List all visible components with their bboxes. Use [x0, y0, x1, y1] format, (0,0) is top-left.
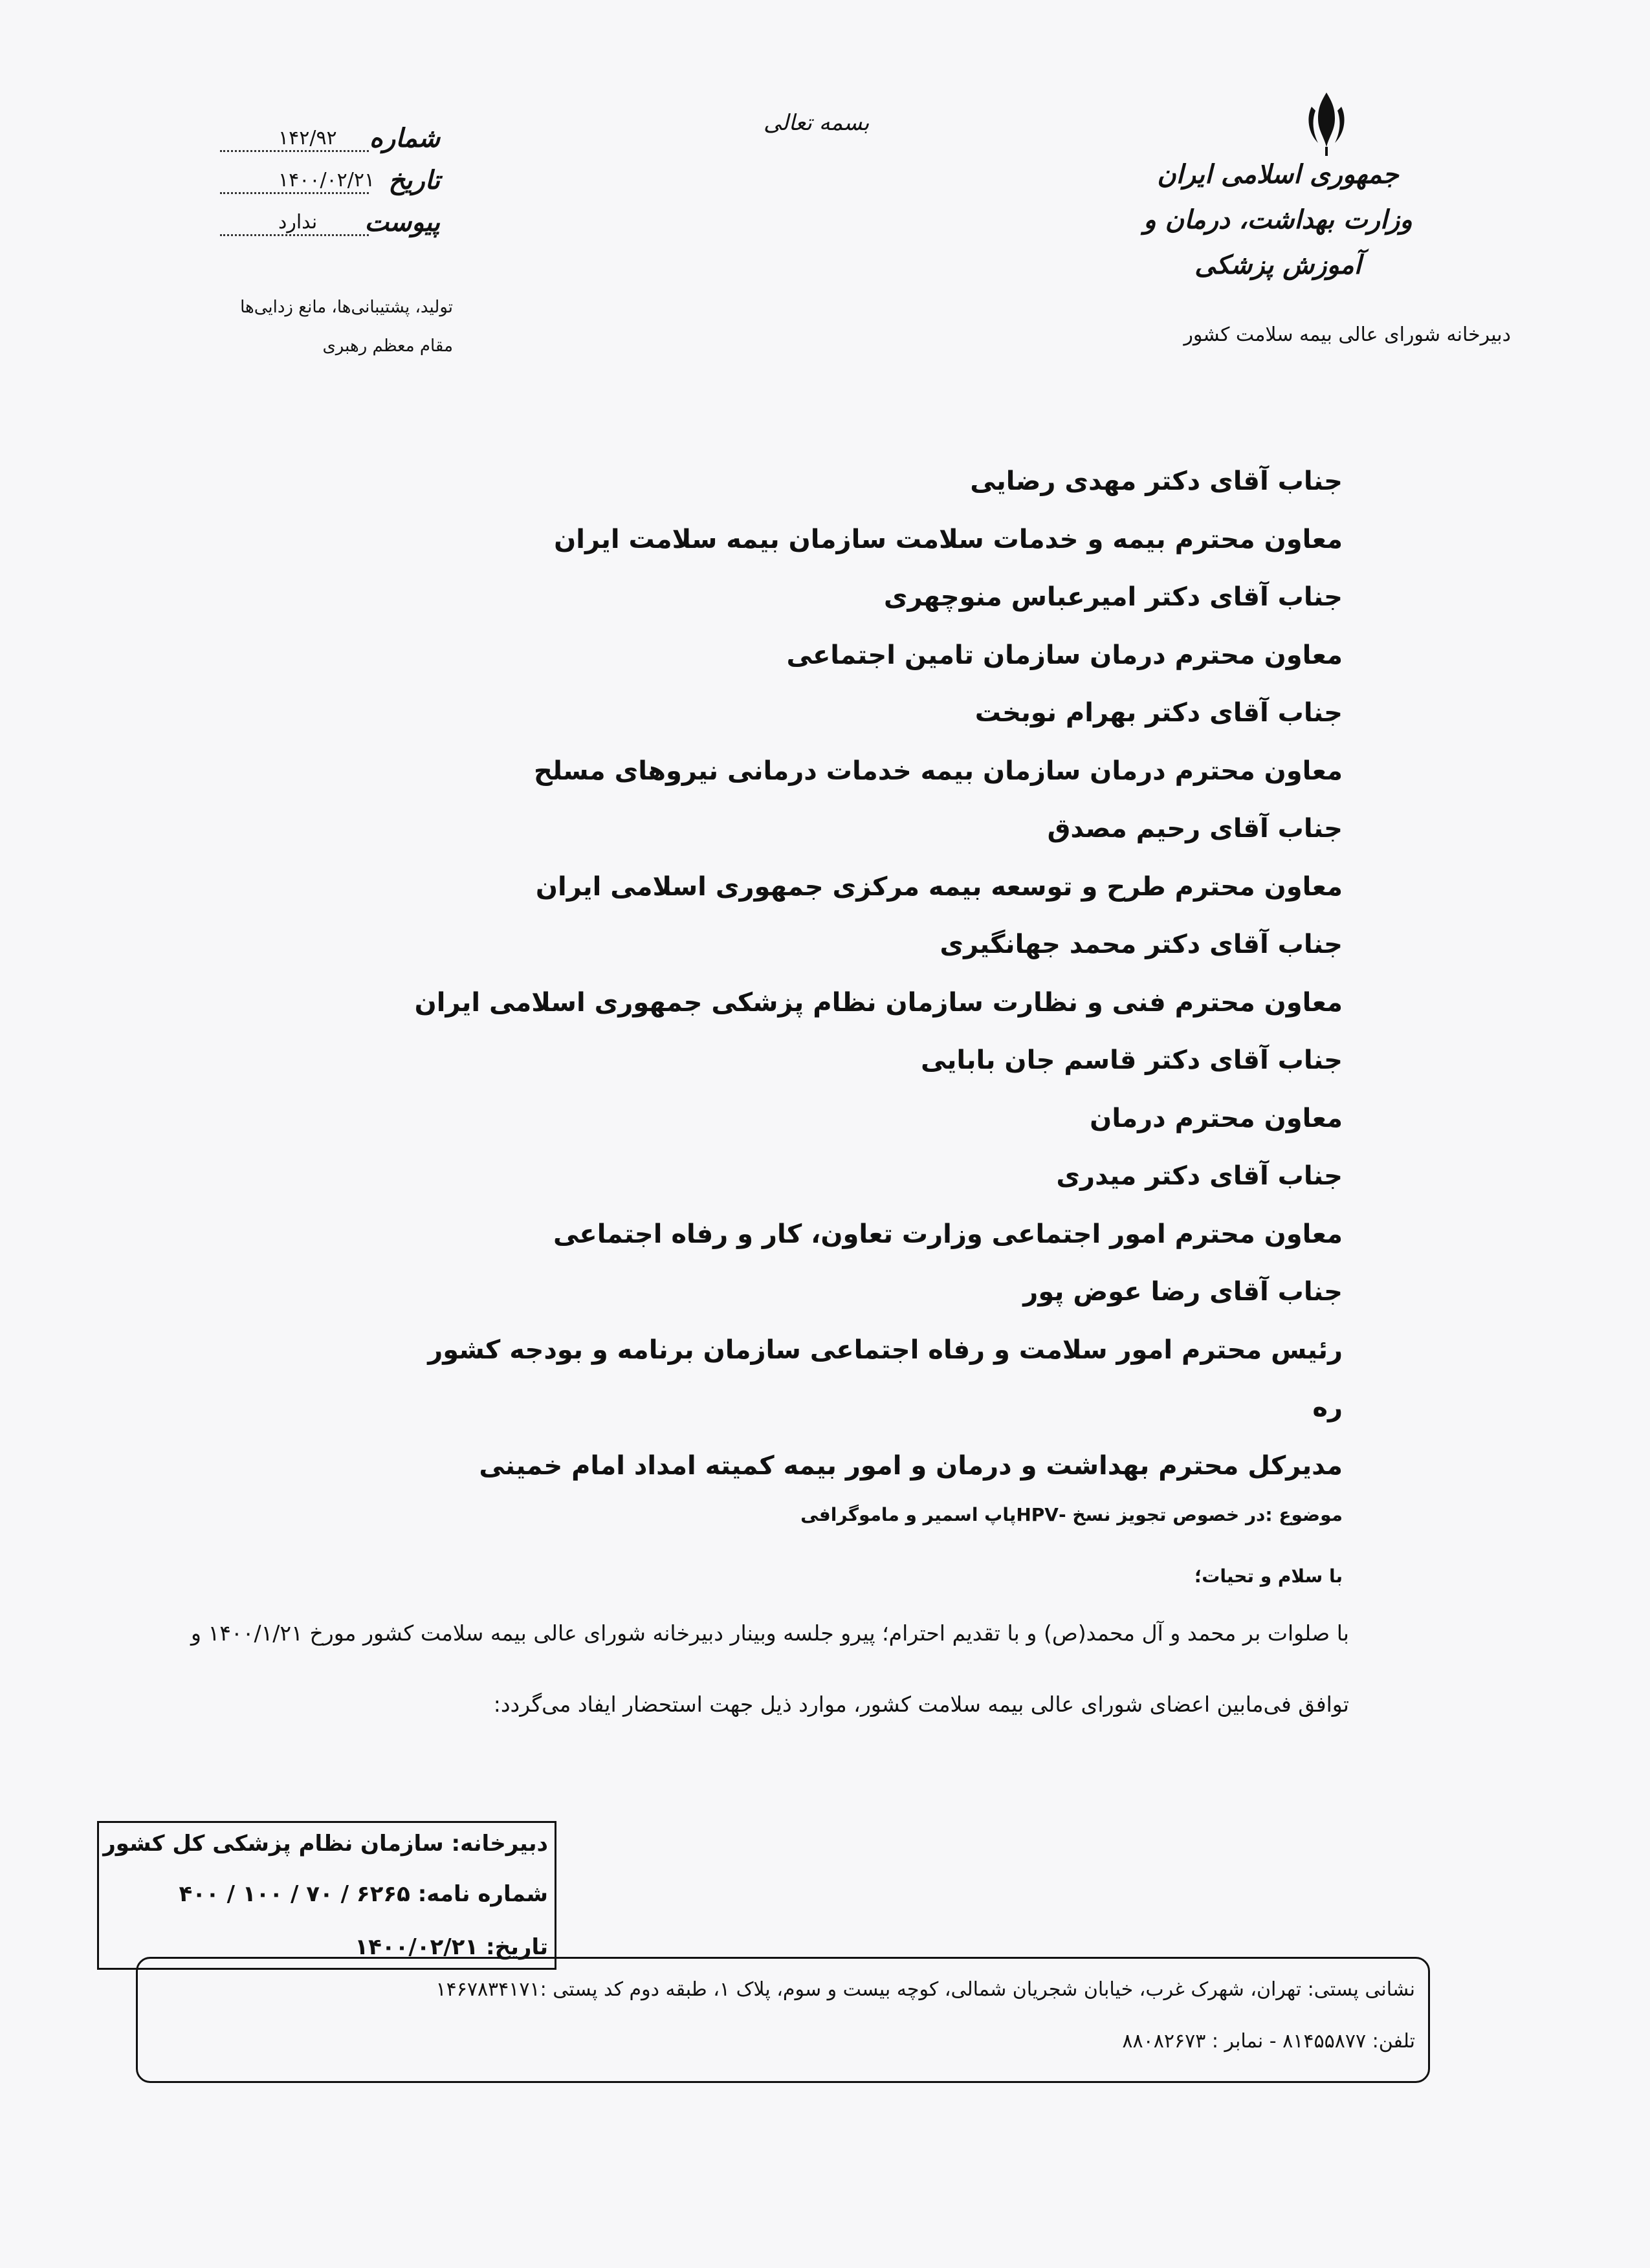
- footer-address-box: [136, 1957, 1430, 2083]
- recipient-line: معاون محترم فنی و نظارت سازمان نظام پزشکی جمهوری اسلامی ایران: [414, 987, 1343, 1018]
- stamp-letter-number: شماره نامه: ۶۲۶۵ / ۷۰ / ۱۰۰ / ۴۰۰: [179, 1881, 548, 1907]
- secretariat-name: دبیرخانه شورای عالی بیمه سلامت کشور: [1183, 323, 1511, 346]
- recipient-line: جناب آقای رضا عوض پور: [1023, 1277, 1343, 1307]
- recipient-line: جناب آقای دکتر محمد جهانگیری: [940, 930, 1343, 959]
- greeting: با سلام و تحیات؛: [1194, 1565, 1343, 1587]
- cc-line2: مقام معظم رهبری: [322, 336, 453, 356]
- recipients-list: [243, 453, 1343, 1495]
- letter-subject: موضوع :در خصوص تجویز نسخ -HPVپاپ اسمیر و ماموگرافی: [800, 1504, 1343, 1525]
- postal-address: نشانی پستی: تهران، شهرک غرب، خیابان شجریان شمالی، کوچه بیست و سوم، پلاک ۱، طبقه دوم کد پستی :۱۴۶۷۸۳۴۱۷۱: [435, 1978, 1415, 2001]
- recipient-line: معاون محترم درمان سازمان بیمه خدمات درمانی نیروهای مسلح: [534, 756, 1343, 786]
- attachment-value: ندارد: [278, 211, 318, 234]
- letter-body: با صلوات بر محمد و آل محمد(ص) و با تقدیم احترام؛ پیرو جلسه وبینار دبیرخانه شورای عالی بیمه سلامت کشور مورخ ۱۴۰۰/۱/۲۱ و توافق فی‌مابین اعضای شورای عالی بیمه سلامت کشور، موارد ذیل جهت استحضار ایفاد می‌گردد:: [191, 1620, 1349, 1717]
- recipient-line: معاون محترم درمان سازمان تامین اجتماعی: [786, 640, 1343, 670]
- ministry-line2: وزارت بهداشت، درمان و آموزش پزشکی: [1143, 204, 1413, 280]
- stamp-date: تاریخ: ۱۴۰۰/۰۲/۲۱: [355, 1934, 548, 1960]
- recipient-line: جناب آقای دکتر امیرعباس منوچهری: [883, 582, 1343, 612]
- recipient-line: رئیس محترم امور سلامت و رفاه اجتماعی سازمان برنامه و بودجه کشور: [428, 1335, 1343, 1365]
- cc-line1: تولید، پشتیبانی‌ها، مانع زدایی‌ها: [240, 298, 453, 317]
- recipient-line: مدیرکل محترم بهداشت و درمان و امور بیمه کمیته امداد امام خمینی: [479, 1450, 1343, 1481]
- recipient-line: جناب آقای دکتر بهرام نوبخت: [974, 698, 1343, 728]
- number-row: [220, 123, 440, 165]
- letter-meta: [220, 123, 440, 249]
- attachment-label: پیوست: [364, 207, 440, 237]
- ministry-logo-text: [1123, 152, 1433, 288]
- recipient-line: معاون محترم امور اجتماعی وزارت تعاون، کار و رفاه اجتماعی: [553, 1219, 1343, 1249]
- number-value: ۱۴۲/۹۲: [278, 127, 337, 149]
- recipient-line: معاون محترم طرح و توسعه بیمه مرکزی جمهوری اسلامی ایران: [535, 871, 1343, 902]
- recipient-line: جناب آقای رحیم مصدق: [1047, 814, 1343, 844]
- stamp-secretariat: دبیرخانه: سازمان نظام پزشکی کل کشور: [103, 1831, 548, 1857]
- ministry-line1: جمهوری اسلامی ایران: [1157, 159, 1399, 190]
- number-label: شماره: [369, 123, 440, 153]
- date-value: ۱۴۰۰/۰۲/۲۱: [278, 169, 375, 191]
- cc-note: [194, 288, 453, 365]
- date-label: تاریخ: [388, 165, 440, 195]
- registration-stamp: [97, 1821, 556, 1970]
- emblem-icon: [1304, 87, 1349, 158]
- recipient-line: جناب آقای دکتر مهدی رضایی: [970, 466, 1343, 496]
- recipient-line: ره: [1312, 1393, 1343, 1423]
- recipient-line: جناب آقای دکتر میدری: [1056, 1161, 1343, 1191]
- recipient-line: معاون محترم درمان: [1090, 1103, 1343, 1133]
- phone-fax: تلفن: ۸۱۴۵۵۸۷۷ - نمابر : ۸۸۰۸۲۶۷۳: [1122, 2030, 1415, 2053]
- date-row: [220, 165, 440, 207]
- basmala: بسمه تعالی: [764, 110, 870, 136]
- recipient-line: معاون محترم بیمه و خدمات سلامت سازمان بیمه سلامت ایران: [554, 524, 1343, 554]
- recipient-line: جناب آقای دکتر قاسم جان بابایی: [920, 1045, 1343, 1075]
- attachment-row: [220, 207, 440, 249]
